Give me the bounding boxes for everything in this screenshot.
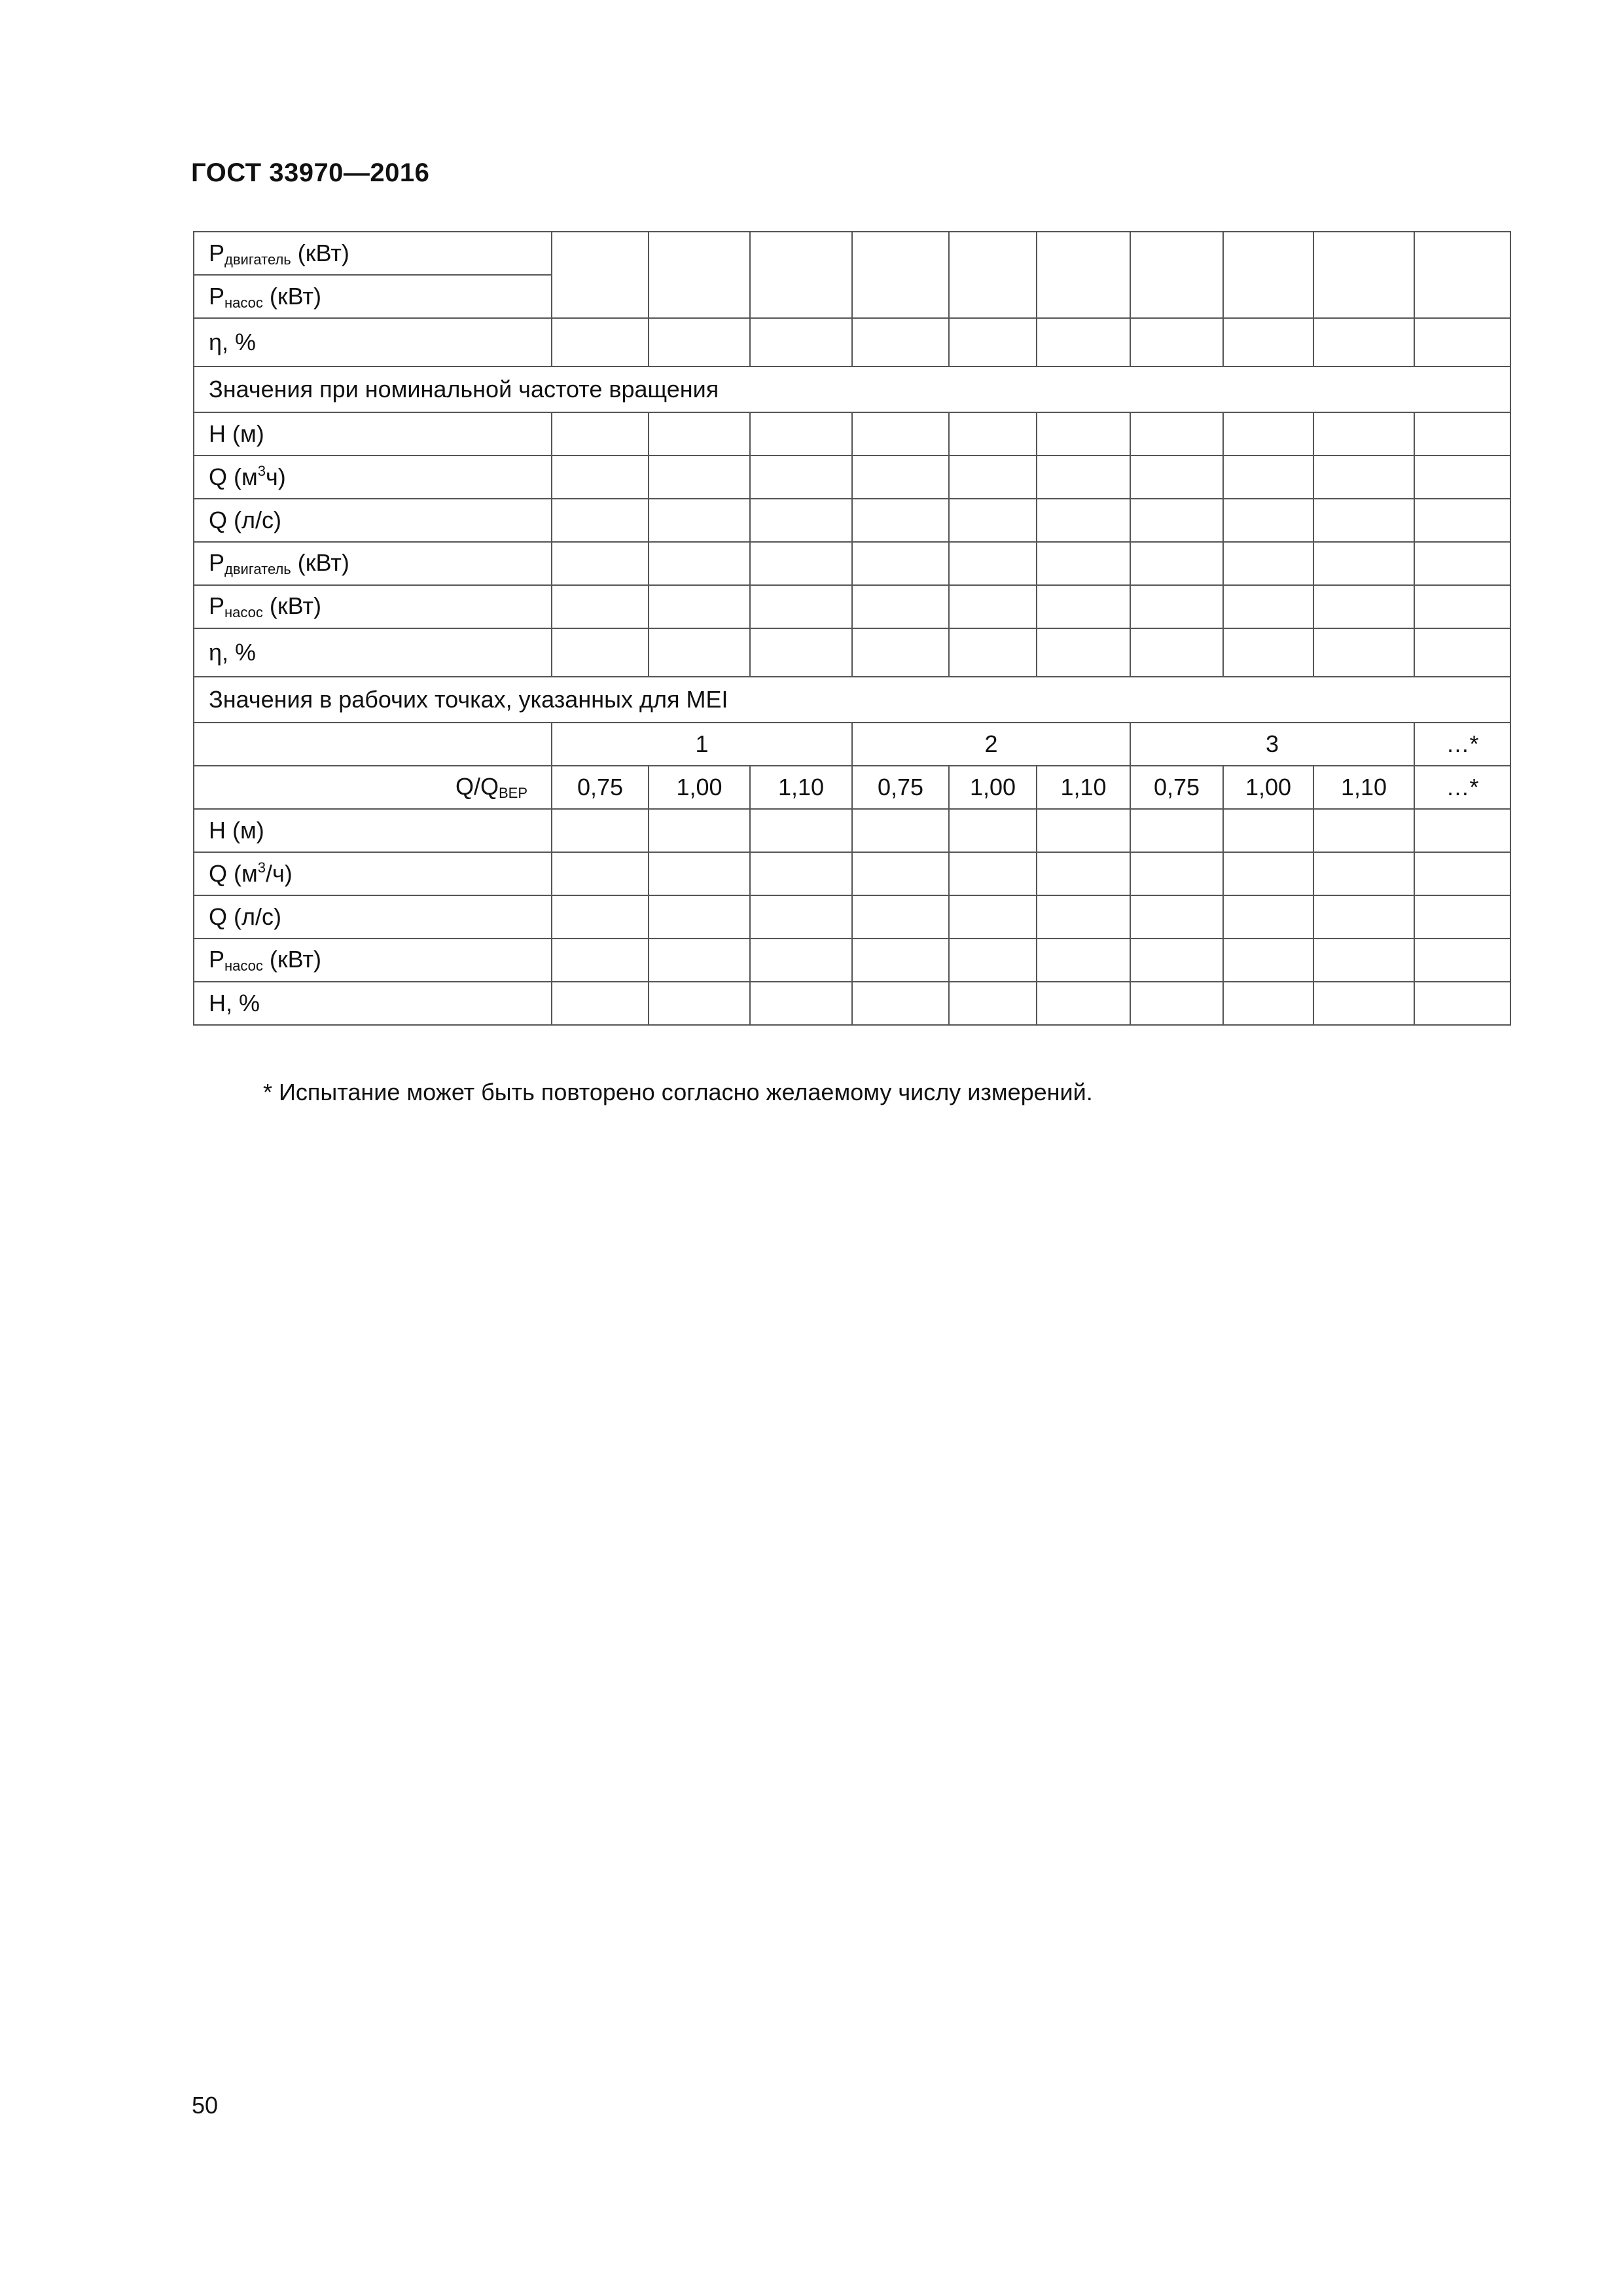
table-cell [949,232,1037,318]
table-cell [1313,628,1414,677]
table-cell [949,412,1037,456]
table-cell [1037,318,1130,367]
table-cell [649,895,750,939]
table-cell [750,542,852,585]
table-cell [649,412,750,456]
table-cell [949,318,1037,367]
table-row [194,585,1510,628]
table-cell [1130,318,1223,367]
table-row [194,939,1510,982]
table-cell [949,456,1037,499]
ratio-value: …* [1414,766,1510,809]
table-cell [949,982,1037,1025]
footnote: * Испытание может быть повторено согласно желаемому числу измерений. [263,1079,1093,1105]
table-cell [1223,585,1313,628]
table-cell [649,456,750,499]
table-cell [1037,412,1130,456]
table-cell [750,232,852,318]
table-cell [649,939,750,982]
table-cell [649,318,750,367]
table-cell [1414,542,1510,585]
ratio-value: 0,75 [1130,766,1223,809]
table-cell [1037,982,1130,1025]
table-cell [852,895,949,939]
row-label-h-percent: H, % [194,982,552,1025]
point-number: …* [1414,723,1510,766]
table-cell [552,499,649,542]
table-cell [1414,456,1510,499]
power-labels-cell [194,232,552,318]
ratio-value: 1,10 [1313,766,1414,809]
table-row [194,499,1510,542]
table-cell [1130,499,1223,542]
table-row [194,809,1510,852]
table-cell [1414,895,1510,939]
ratio-label: $Q/Q_{BEP}$ [194,766,552,809]
table-cell [1130,939,1223,982]
table-cell [1130,585,1223,628]
table-row [194,852,1510,895]
table-cell [1223,499,1313,542]
table-cell [649,628,750,677]
table-cell [1223,982,1313,1025]
table-cell [552,939,649,982]
table-cell [552,412,649,456]
table-cell [1223,628,1313,677]
table-cell [949,809,1037,852]
table-cell [649,232,750,318]
table-cell [1037,628,1130,677]
table-cell [1223,412,1313,456]
table-cell [1313,982,1414,1025]
table-cell [1414,939,1510,982]
table-cell [649,852,750,895]
document-header: ГОСТ 33970—2016 [191,158,430,187]
table-cell [552,852,649,895]
ratio-value: 1,00 [1223,766,1313,809]
table-cell [552,982,649,1025]
table-cell [852,456,949,499]
table-cell [1037,456,1130,499]
point-number: 3 [1130,723,1414,766]
table-cell [949,939,1037,982]
table-cell [552,895,649,939]
ratio-value: 0,75 [852,766,949,809]
row-label-p-motor: $P_{двигатель}$ (кВт) [209,240,349,268]
table-cell [649,982,750,1025]
row-label-flow-ls: Q (л/с) [194,499,552,542]
row-label-flow-ls-mei: Q (л/с) [194,895,552,939]
table-cell [649,585,750,628]
table-cell [1414,499,1510,542]
table-cell [552,318,649,367]
table-cell [649,809,750,852]
table-cell [1313,939,1414,982]
table-cell [852,982,949,1025]
row-label-p-pump-mei: $P_{насос}$ (кВт) [194,939,552,982]
table-cell [750,412,852,456]
table-cell [949,628,1037,677]
row-label-flow-m3h: Q $(м^3ч)$ [194,456,552,499]
table-cell [1037,232,1130,318]
row-label-head: H (м) [194,412,552,456]
table-cell [1130,456,1223,499]
table-cell [852,499,949,542]
table-cell [750,852,852,895]
table-cell [1037,499,1130,542]
table-cell [949,499,1037,542]
table-cell [1414,232,1510,318]
ratio-value: 1,00 [949,766,1037,809]
table-cell [1037,852,1130,895]
ratio-value: 1,00 [649,766,750,809]
table-cell [1313,412,1414,456]
table-cell [852,628,949,677]
table-cell [1414,852,1510,895]
table-cell [552,542,649,585]
table-cell [1313,585,1414,628]
table-cell [852,232,949,318]
table-cell [194,723,552,766]
table-cell [1037,809,1130,852]
table-cell [1130,895,1223,939]
test-results-table [193,231,1511,1026]
table-cell [1223,542,1313,585]
ratio-value: 1,10 [750,766,852,809]
section-title-nominal: Значения при номинальной частоте вращения [194,367,1510,412]
ratio-value: 1,10 [1037,766,1130,809]
table-row [194,542,1510,585]
table-cell [750,809,852,852]
table-cell [750,982,852,1025]
table-row [194,677,1510,723]
table-cell [1130,852,1223,895]
table-cell [1223,232,1313,318]
table-row [194,895,1510,939]
table-cell [1414,412,1510,456]
table-cell [1037,542,1130,585]
table-cell [949,542,1037,585]
row-label-p-motor-nominal: $P_{двигатель}$ (кВт) [194,542,552,585]
row-label-flow-m3h-mei: Q $(м^3/ч)$ [194,852,552,895]
section-title-mei: Значения в рабочих точках, указанных для MEI [194,677,1510,723]
table-cell [1130,542,1223,585]
table-cell [750,939,852,982]
table-cell [750,895,852,939]
table-cell [552,456,649,499]
table-row [194,412,1510,456]
table-cell [1223,895,1313,939]
table-cell [649,542,750,585]
table-cell [852,585,949,628]
table-cell [1313,542,1414,585]
table-row [194,982,1510,1025]
table-cell [552,628,649,677]
point-number: 2 [852,723,1130,766]
table-cell [852,412,949,456]
table-cell [1037,895,1130,939]
table-cell [552,232,649,318]
row-label-eta: η, % [194,318,552,367]
table-cell [1130,232,1223,318]
page-number: 50 [192,2092,219,2119]
table-cell [1223,809,1313,852]
table-cell [1313,499,1414,542]
ratio-value: 0,75 [552,766,649,809]
table-cell [1037,585,1130,628]
row-label-head-mei: H (м) [194,809,552,852]
table-cell [1313,456,1414,499]
table-cell [852,542,949,585]
table-cell [649,499,750,542]
table-cell [750,585,852,628]
table-cell [552,809,649,852]
table-cell [1414,318,1510,367]
table-row [194,318,1510,367]
table-row [194,766,1510,809]
table-cell [552,585,649,628]
row-label-p-pump-nominal: $P_{насос}$ (кВт) [194,585,552,628]
table-row [194,456,1510,499]
table-cell [949,895,1037,939]
table-cell [1313,852,1414,895]
table-cell [1130,412,1223,456]
table-cell [750,628,852,677]
table-cell [1414,585,1510,628]
table-cell [1223,456,1313,499]
table-cell [1414,628,1510,677]
table-cell [949,852,1037,895]
table-cell [1223,939,1313,982]
row-label-p-pump: $P_{насос}$ (кВт) [194,274,551,316]
table-row [194,367,1510,412]
table-cell [750,499,852,542]
table-row [194,232,1510,318]
table-cell [1313,318,1414,367]
table-cell [852,852,949,895]
table-cell [1313,232,1414,318]
table-row [194,723,1510,766]
table-cell [1037,939,1130,982]
table-cell [1130,628,1223,677]
table-cell [852,318,949,367]
table-cell [1130,809,1223,852]
table-cell [852,809,949,852]
table-cell [1414,982,1510,1025]
table-cell [1223,852,1313,895]
table-cell [1414,809,1510,852]
table-cell [1313,809,1414,852]
table-cell [949,585,1037,628]
point-number: 1 [552,723,852,766]
table-cell [750,318,852,367]
table-cell [852,939,949,982]
table-cell [1313,895,1414,939]
table-cell [1223,318,1313,367]
table-cell [1130,982,1223,1025]
table-row [194,628,1510,677]
table-cell [750,456,852,499]
row-label-eta-nominal: η, % [194,628,552,677]
